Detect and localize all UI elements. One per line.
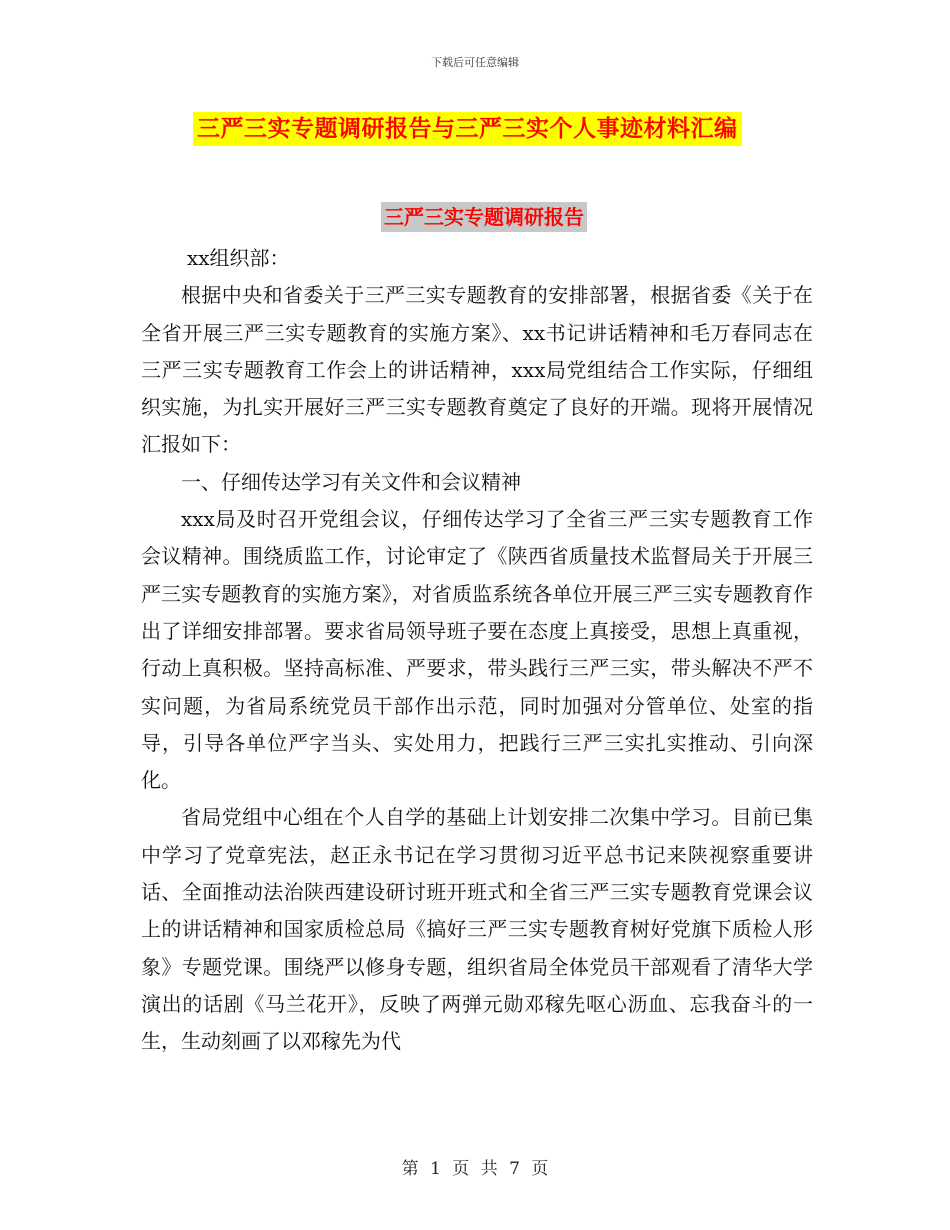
document-main-title: 三严三实专题调研报告与三严三实个人事迹材料汇编 [193, 112, 742, 146]
document-sub-title: 三严三实专题调研报告 [381, 202, 587, 232]
section-heading-1: 一、仔细传达学习有关文件和会议精神 [181, 469, 521, 494]
page-number-footer: 第 1 页 共 7 页 [401, 1159, 549, 1179]
header-note: 下载后可任意编辑 [431, 56, 519, 69]
paragraph-intro: 根据中央和省委关于三严三实专题教育的安排部署，根据省委《关于在全省开展三严三实专题教育的实施方案》、xx书记讲话精神和毛万春同志在三严三实专题教育工作会上的讲话精神，xxx局党组结合工作实际，仔细组织实施，为扎实开展好三严三实专题教育奠定了良好的开端。现将开展情况汇报如下： [141, 283, 813, 457]
document-body [141, 240, 813, 1061]
salutation: xx组织部： [187, 246, 290, 270]
paragraph-study: 省局党组中心组在个人自学的基础上计划安排二次集中学习。目前已集中学习了党章宪法，赵正永书记在学习贯彻习近平总书记来陕视察重要讲话、全面推动法治陕西建设研讨班开班式和全省三严三实专题教育党课会议上的讲话精神和国家质检总局《搞好三严三实专题教育树好党旗下质检人形象》专题党课。围绕严以修身专题，组织省局全体党员干部观看了清华大学演出的话剧《马兰花开》，反映了两弹元勋邓稼先呕心沥血、忘我奋斗的一生，生动刻画了以邓稼先为代 [141, 805, 813, 1054]
paragraph-section-1: xxx局及时召开党组会议，仔细传达学习了全省三严三实专题教育工作会议精神。围绕质监工作，讨论审定了《陕西省质量技术监督局关于开展三严三实专题教育的实施方案》，对省质监系统各单位开展三严三实专题教育作出了详细安排部署。要求省局领导班子要在态度上真接受，思想上真重视，行动上真积极。坚持高标准、严要求，带头践行三严三实，带头解决不严不实问题，为省局系统党员干部作出示范，同时加强对分管单位、处室的指导，引导各单位严字当头、实处用力，把践行三严三实扎实推动、引向深化。 [141, 507, 813, 793]
